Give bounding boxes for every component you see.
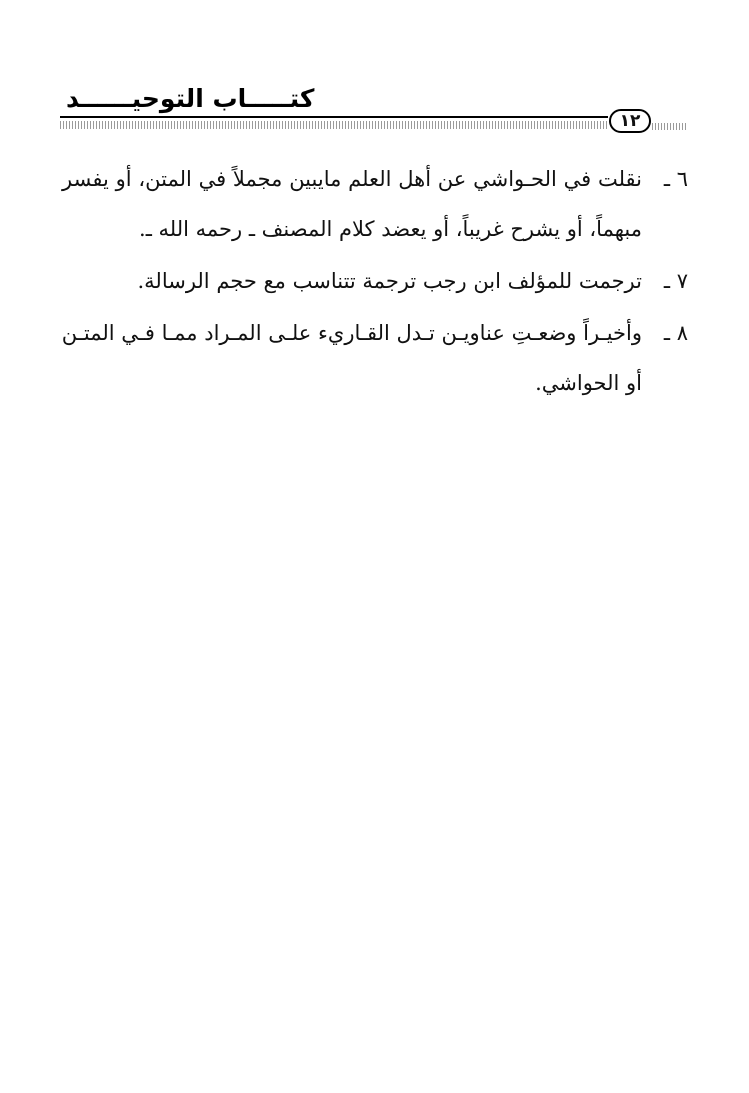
list-item: [62, 256, 688, 306]
list-item: [62, 154, 688, 254]
running-title: كتـــــاب التوحيــــــد: [66, 84, 315, 113]
header-rule: [60, 116, 608, 118]
item-line: وأخيـراً وضعـتِ عناويـن تـدل القـاريء علـى المـراد ممـا فـي المتـن: [61, 321, 642, 345]
item-number: ٨ ـ: [663, 321, 688, 345]
item-line: أو الحواشي.: [535, 371, 642, 395]
header-hatch-left: [60, 121, 608, 129]
header-hatch-right: [652, 123, 686, 130]
item-line: نقلت في الحـواشي عن أهل العلم مايبين مجملاً في المتن، أو يفسر: [62, 167, 642, 191]
item-line: ترجمت للمؤلف ابن رجب ترجمة تتناسب مع حجم الرسالة.: [137, 269, 642, 293]
item-number: ٧ ـ: [663, 269, 688, 293]
page-number-badge: ١٢: [609, 109, 651, 133]
list-item: [62, 308, 688, 408]
item-number: ٦ ـ: [663, 167, 688, 191]
page-body: [62, 154, 688, 410]
page-header: [60, 78, 686, 136]
item-line: مبهماً، أو يشرح غريباً، أو يعضد كلام المصنف ـ رحمه الله ـ.: [139, 217, 642, 241]
